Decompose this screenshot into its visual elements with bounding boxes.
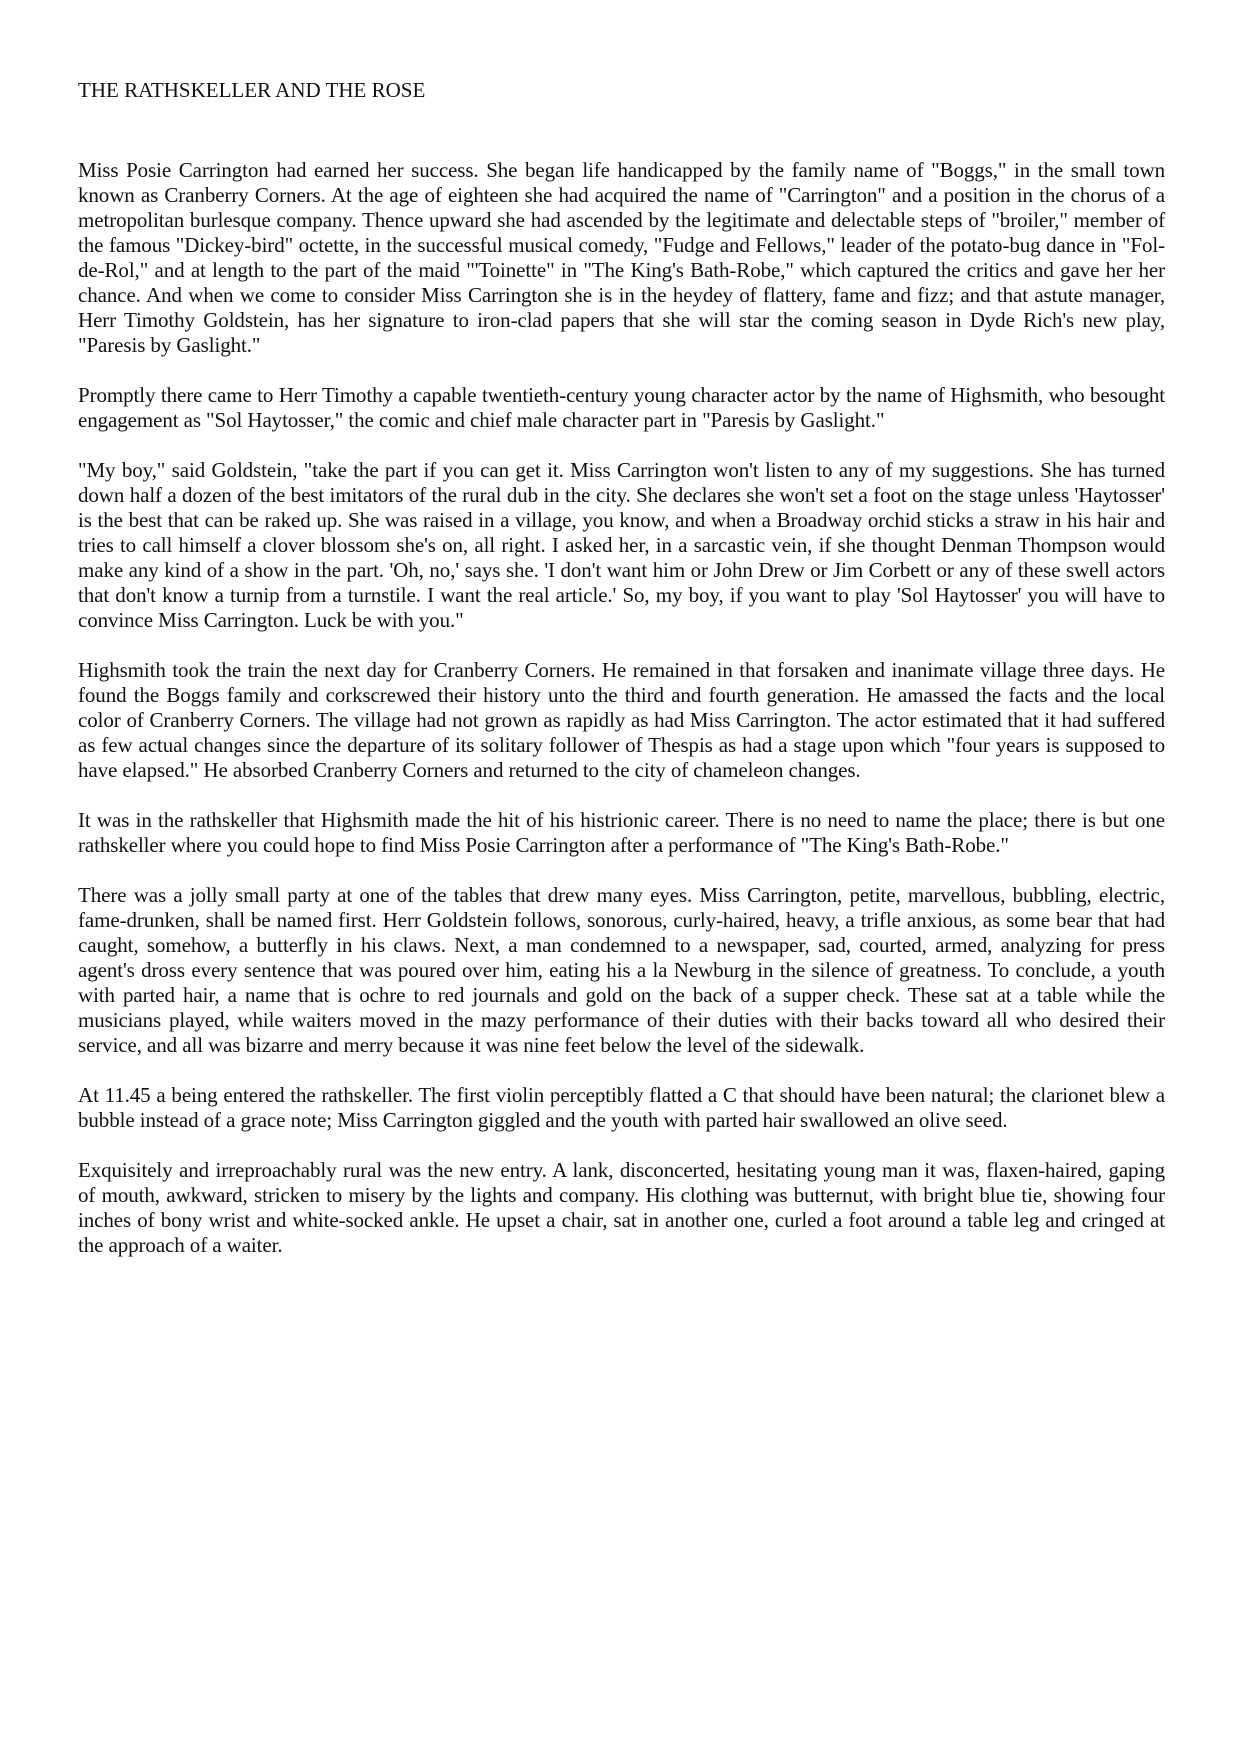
paragraph-1: Miss Posie Carrington had earned her success. She began life handicapped by the family name of "Boggs," in the small town known as Cranberry Corners. At the age of eighteen she had acquired the name of "Carrington" and a position in the chorus of a metropolitan burlesque company. Thence upward she had ascended by the legitimate and delectable steps of "broiler," member of the famous "Dickey-bird" octette, in the successful musical comedy, "Fudge and Fellows," leader of the potato-bug dance in "Fol-de-Rol," and at length to the part of the maid "'Toinette" in "The King's Bath-Robe," which captured the critics and gave her her chance. And when we come to consider Miss Carrington she is in the heydey of flattery, fame and fizz; and that astute manager, Herr Timothy Goldstein, has her signature to iron-clad papers that she will star the coming season in Dyde Rich's new play, "Paresis by Gaslight." <box>78 158 1165 357</box>
paragraph-2: Promptly there came to Herr Timothy a capable twentieth-century young character actor by the name of Highsmith, who besought engagement as "Sol Haytosser," the comic and chief male character part in "Paresis by Gaslight." <box>78 383 1165 432</box>
paragraph-4: Highsmith took the train the next day for Cranberry Corners. He remained in that forsaken and inanimate village three days. He found the Boggs family and corkscrewed their history unto the third and fourth generation. He amassed the facts and the local color of Cranberry Corners. The village had not grown as rapidly as had Miss Carrington. The actor estimated that it had suffered as few actual changes since the departure of its solitary follower of Thespis as had a stage upon which "four years is supposed to have elapsed." He absorbed Cranberry Corners and returned to the city of chameleon changes. <box>78 658 1165 782</box>
paragraph-3: "My boy," said Goldstein, "take the part if you can get it. Miss Carrington won't listen to any of my suggestions. She has turned down half a dozen of the best imitators of the rural dub in the city. She declares she won't set a foot on the stage unless 'Haytosser' is the best that can be raked up. She was raised in a village, you know, and when a Broadway orchid sticks a straw in his hair and tries to call himself a clover blossom she's on, all right. I asked her, in a sarcastic vein, if she thought Denman Thompson would make any kind of a show in the part. 'Oh, no,' says she. 'I don't want him or John Drew or Jim Corbett or any of these swell actors that don't know a turnip from a turnstile. I want the real article.' So, my boy, if you want to play 'Sol Haytosser' you will have to convince Miss Carrington. Luck be with you." <box>78 458 1165 632</box>
paragraph-8: Exquisitely and irreproachably rural was the new entry. A lank, disconcerted, hesitating young man it was, flaxen-haired, gaping of mouth, awkward, stricken to misery by the lights and company. His clothing was butternut, with bright blue tie, showing four inches of bony wrist and white-socked ankle. He upset a chair, sat in another one, curled a foot around a table leg and cringed at the approach of a waiter. <box>78 1158 1165 1257</box>
document-page <box>78 78 1165 1283</box>
paragraph-5: It was in the rathskeller that Highsmith made the hit of his histrionic career. There is no need to name the place; there is but one rathskeller where you could hope to find Miss Posie Carrington after a performance of "The King's Bath-Robe." <box>78 808 1165 857</box>
paragraph-6: There was a jolly small party at one of the tables that drew many eyes. Miss Carrington, petite, marvellous, bubbling, electric, fame-drunken, shall be named first. Herr Goldstein follows, sonorous, curly-haired, heavy, a trifle anxious, as some bear that had caught, somehow, a butterfly in his claws. Next, a man condemned to a newspaper, sad, courted, armed, analyzing for press agent's dross every sentence that was poured over him, eating his a la Newburg in the silence of greatness. To conclude, a youth with parted hair, a name that is ochre to red journals and gold on the back of a supper check. These sat at a table while the musicians played, while waiters moved in the mazy performance of their duties with their backs toward all who desired their service, and all was bizarre and merry because it was nine feet below the level of the sidewalk. <box>78 883 1165 1057</box>
paragraph-7: At 11.45 a being entered the rathskeller. The first violin perceptibly flatted a C that should have been natural; the clarionet blew a bubble instead of a grace note; Miss Carrington giggled and the youth with parted hair swallowed an olive seed. <box>78 1083 1165 1132</box>
story-title: THE RATHSKELLER AND THE ROSE <box>78 78 426 102</box>
